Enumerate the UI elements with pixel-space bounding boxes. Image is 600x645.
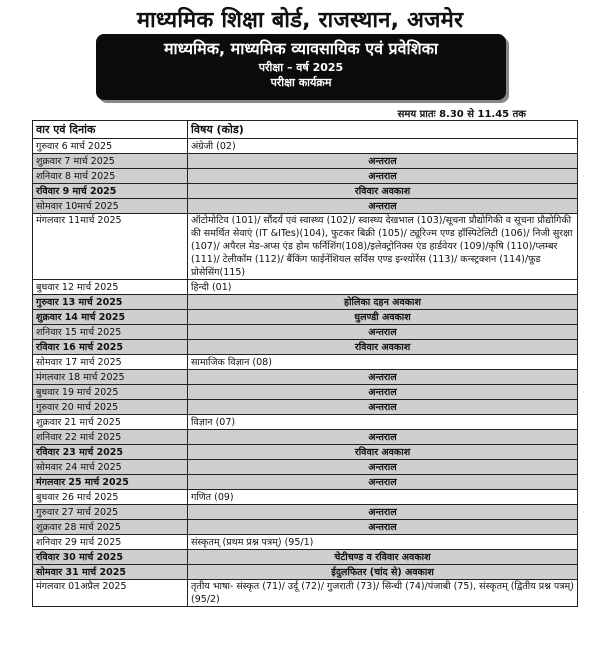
row-subject: अन्तराल bbox=[188, 475, 578, 490]
row-date: सोमवार 24 मार्च 2025 bbox=[33, 460, 188, 475]
table-row bbox=[33, 184, 578, 199]
table-row bbox=[33, 169, 578, 184]
table-row bbox=[33, 310, 578, 325]
row-date: शुक्रवार 21 मार्च 2025 bbox=[33, 415, 188, 430]
table-row bbox=[33, 490, 578, 505]
table-row bbox=[33, 139, 578, 154]
row-date: सोमवार 31 मार्च 2025 bbox=[33, 565, 188, 580]
table-row bbox=[33, 430, 578, 445]
row-subject: अन्तराल bbox=[188, 400, 578, 415]
row-subject: अन्तराल bbox=[188, 430, 578, 445]
row-date: बुधवार 26 मार्च 2025 bbox=[33, 490, 188, 505]
row-date: रविवार 9 मार्च 2025 bbox=[33, 184, 188, 199]
row-date: मंगलवार 18 मार्च 2025 bbox=[33, 370, 188, 385]
row-subject: अन्तराल bbox=[188, 505, 578, 520]
table-row bbox=[33, 370, 578, 385]
row-date: शुक्रवार 14 मार्च 2025 bbox=[33, 310, 188, 325]
row-subject: ईदुलफितर (चांद से) अवकाश bbox=[188, 565, 578, 580]
row-subject: धुलण्डी अवकाश bbox=[188, 310, 578, 325]
row-subject: अन्तराल bbox=[188, 460, 578, 475]
table-row bbox=[33, 550, 578, 565]
row-subject: अन्तराल bbox=[188, 169, 578, 184]
row-subject: अन्तराल bbox=[188, 199, 578, 214]
row-subject: सामाजिक विज्ञान (08) bbox=[188, 355, 578, 370]
row-date: सोमवार 10मार्च 2025 bbox=[33, 199, 188, 214]
exam-time: समय प्रातः 8.30 से 11.45 तक bbox=[397, 109, 526, 120]
row-date: शनिवार 22 मार्च 2025 bbox=[33, 430, 188, 445]
row-subject: होलिका दहन अवकाश bbox=[188, 295, 578, 310]
table-row bbox=[33, 445, 578, 460]
subject-column-header: विषय (कोड) bbox=[188, 121, 578, 139]
row-subject: अन्तराल bbox=[188, 385, 578, 400]
table-row bbox=[33, 355, 578, 370]
table-row bbox=[33, 280, 578, 295]
program-label: परीक्षा कार्यक्रम bbox=[270, 76, 332, 89]
table-row bbox=[33, 475, 578, 490]
row-date: शुक्रवार 7 मार्च 2025 bbox=[33, 154, 188, 169]
table-row bbox=[33, 340, 578, 355]
row-subject: गणित (09) bbox=[188, 490, 578, 505]
row-subject: तृतीय भाषा- संस्कृत (71)/ उर्दू (72)/ गुजराती (73)/ सिन्धी (74)/पंजाबी (75), संस्कृतम् (द्वितीय प्रश्न पत्रम्) (95/2) bbox=[188, 580, 578, 607]
row-date: मंगलवार 01अप्रैल 2025 bbox=[33, 580, 188, 607]
row-date: मंगलवार 11मार्च 2025 bbox=[33, 214, 188, 280]
row-subject: रविवार अवकाश bbox=[188, 340, 578, 355]
table-row bbox=[33, 400, 578, 415]
table-row bbox=[33, 520, 578, 535]
row-date: रविवार 16 मार्च 2025 bbox=[33, 340, 188, 355]
row-date: गुरुवार 27 मार्च 2025 bbox=[33, 505, 188, 520]
table-row bbox=[33, 460, 578, 475]
table-row bbox=[33, 505, 578, 520]
row-date: शनिवार 29 मार्च 2025 bbox=[33, 535, 188, 550]
exam-banner bbox=[96, 34, 506, 100]
row-date: गुरुवार 13 मार्च 2025 bbox=[33, 295, 188, 310]
date-column-header: वार एवं दिनांक bbox=[33, 121, 188, 139]
row-date: गुरुवार 6 मार्च 2025 bbox=[33, 139, 188, 154]
table-row bbox=[33, 199, 578, 214]
row-date: शनिवार 15 मार्च 2025 bbox=[33, 325, 188, 340]
exam-year: परीक्षा – वर्ष 2025 bbox=[258, 61, 344, 74]
row-subject: चेटीचण्ड व रविवार अवकाश bbox=[188, 550, 578, 565]
row-date: रविवार 30 मार्च 2025 bbox=[33, 550, 188, 565]
row-subject: रविवार अवकाश bbox=[188, 445, 578, 460]
row-date: मंगलवार 25 मार्च 2025 bbox=[33, 475, 188, 490]
row-subject: ऑटोमोटिव (101)/ सौंदर्य एवं स्वास्थ्य (102)/ स्वास्थ्य देखभाल (103)/सूचना प्रौद्योगिकी व सूचना प्रौद्योगिकी की समर्थित सेवाएं (IT &ITes)(104), फुटकर बिक्री (105)/ ट्यूरिज्म एण्ड हॉस्पिटेलिटी (106)/ निजी सुरक्षा (107)/ अपैरल मेड-अप्स एंड होम फर्निशिंग(108)/इलेक्ट्रोनिक्स एंड हार्डवेयर (109)/कृषि (110)/प्लम्बर (111)/ टेलीकॉम (112)/ बैंकिंग फाईनेंशियल सर्विस एण्ड इन्श्योरेंस (113)/ कन्स्ट्रक्शन (114)/फूड प्रोसेसिंग(115) bbox=[188, 214, 578, 280]
row-subject: अंग्रेजी (02) bbox=[188, 139, 578, 154]
row-date: गुरुवार 20 मार्च 2025 bbox=[33, 400, 188, 415]
row-subject: अन्तराल bbox=[188, 370, 578, 385]
row-date: रविवार 23 मार्च 2025 bbox=[33, 445, 188, 460]
row-date: बुधवार 19 मार्च 2025 bbox=[33, 385, 188, 400]
table-row bbox=[33, 214, 578, 280]
row-date: शुक्रवार 28 मार्च 2025 bbox=[33, 520, 188, 535]
table-row bbox=[33, 580, 578, 607]
board-title: माध्यमिक शिक्षा बोर्ड, राजस्थान, अजमेर bbox=[136, 8, 464, 33]
table-row bbox=[33, 154, 578, 169]
row-subject: अन्तराल bbox=[188, 325, 578, 340]
table-row bbox=[33, 565, 578, 580]
row-subject: हिन्दी (01) bbox=[188, 280, 578, 295]
row-date: सोमवार 17 मार्च 2025 bbox=[33, 355, 188, 370]
table-row bbox=[33, 415, 578, 430]
table-row bbox=[33, 295, 578, 310]
row-subject: संस्कृतम् (प्रथम प्रश्न पत्रम्) (95/1) bbox=[188, 535, 578, 550]
schedule-table bbox=[32, 120, 578, 607]
row-subject: अन्तराल bbox=[188, 154, 578, 169]
row-subject: अन्तराल bbox=[188, 520, 578, 535]
table-header-row bbox=[33, 121, 578, 139]
row-date: शनिवार 8 मार्च 2025 bbox=[33, 169, 188, 184]
row-subject: विज्ञान (07) bbox=[188, 415, 578, 430]
table-row bbox=[33, 535, 578, 550]
row-subject: रविवार अवकाश bbox=[188, 184, 578, 199]
exam-title: माध्यमिक, माध्यमिक व्यावसायिक एवं प्रवेशिका bbox=[163, 39, 439, 58]
row-date: बुधवार 12 मार्च 2025 bbox=[33, 280, 188, 295]
table-row bbox=[33, 385, 578, 400]
table-row bbox=[33, 325, 578, 340]
